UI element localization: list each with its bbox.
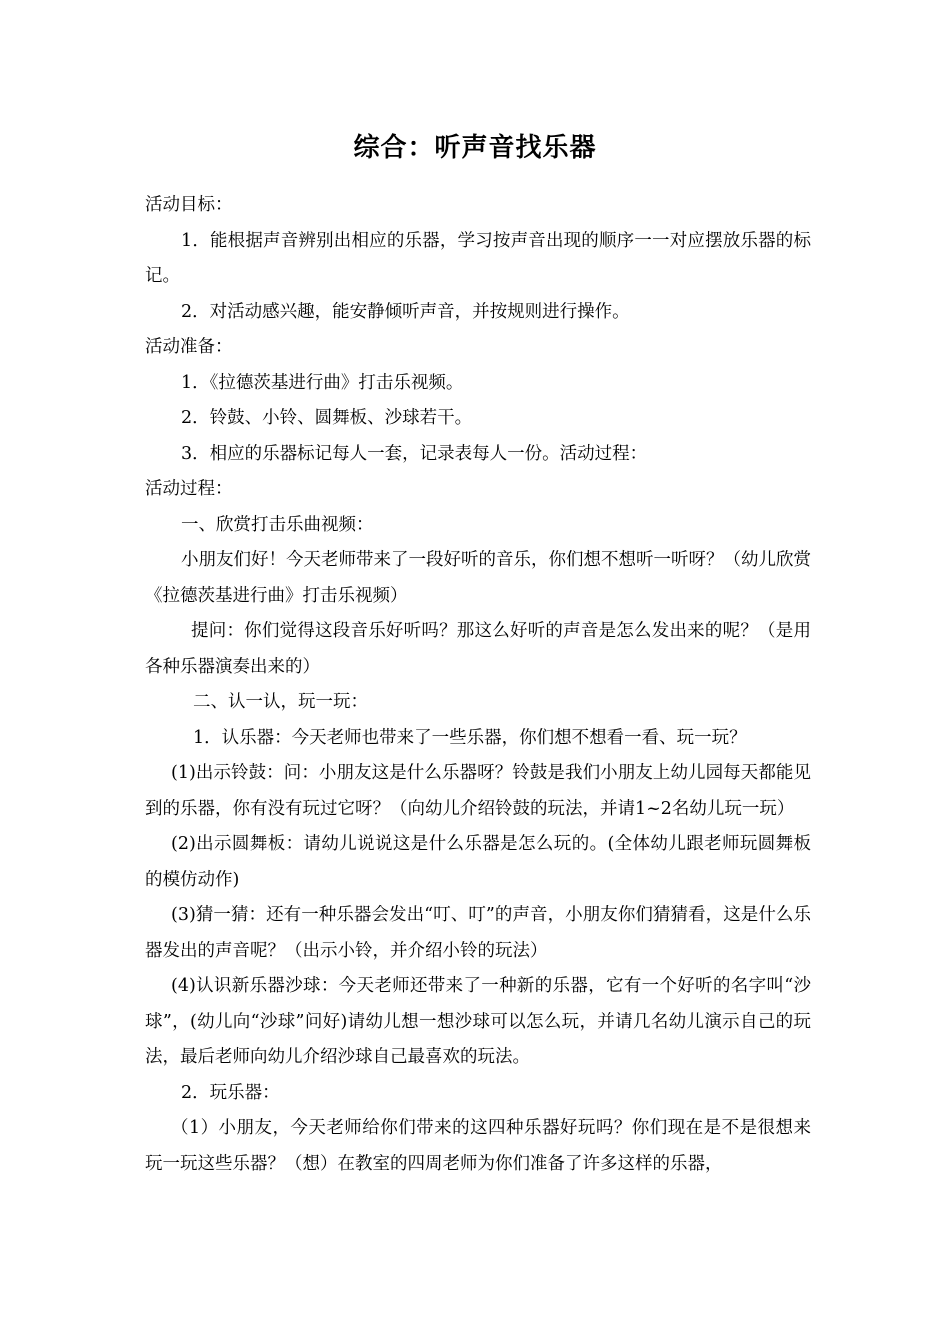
paragraph: 活动目标： bbox=[145, 195, 233, 215]
paragraph: 2．铃鼓、小铃、圆舞板、沙球若干。 bbox=[181, 408, 473, 428]
paragraph: 活动过程： bbox=[145, 479, 233, 499]
paragraph: 1．认乐器：今天老师也带来了一些乐器，你们想不想看一看、玩一玩？ bbox=[193, 727, 747, 748]
paragraph: 2．对活动感兴趣，能安静倾听声音，并按规则进行操作。 bbox=[181, 301, 630, 322]
paragraph: (4)认识新乐器沙球：今天老师还带来了一种新的乐器，它有一个好听的名字叫“沙球”，(幼儿向“沙球”问好)请幼儿想一想沙球可以怎么玩，并请几名幼儿演示自己的玩法，最后老师向幼儿介绍沙球自己最喜欢的玩法。 bbox=[145, 976, 811, 1067]
document-title: 综合：听声音找乐器 bbox=[353, 133, 597, 163]
paragraph: 一、欣赏打击乐曲视频： bbox=[181, 514, 374, 535]
paragraph: （1）小朋友，今天老师给你们带来的这四种乐器好玩吗？你们现在是不是很想来玩一玩这些乐器？（想）在教室的四周老师为你们准备了许多这样的乐器， bbox=[145, 1118, 811, 1174]
paragraph: 提问：你们觉得这段音乐好听吗？那这么好听的声音是怎么发出来的呢？（是用各种乐器演奏出来的） bbox=[145, 621, 811, 677]
paragraph: 活动准备： bbox=[145, 337, 233, 357]
paragraph: 3．相应的乐器标记每人一套，记录表每人一份。活动过程： bbox=[181, 443, 648, 464]
paragraph: 小朋友们好！今天老师带来了一段好听的音乐，你们想不想听一听呀？（幼儿欣赏《拉德茨基进行曲》打击乐视频） bbox=[145, 550, 811, 606]
paragraph: 1．能根据声音辨别出相应的乐器，学习按声音出现的顺序一一对应摆放乐器的标记。 bbox=[145, 230, 811, 286]
paragraph: (2)出示圆舞板：请幼儿说说这是什么乐器是怎么玩的。(全体幼儿跟老师玩圆舞板的模仿动作) bbox=[145, 834, 811, 890]
paragraph: (3)猜一猜：还有一种乐器会发出“叮、叮”的声音，小朋友你们猜猜看，这是什么乐器发出的声音呢？（出示小铃，并介绍小铃的玩法） bbox=[145, 905, 811, 961]
paragraph: 1．《拉德茨基进行曲》打击乐视频。 bbox=[181, 372, 464, 393]
document-body bbox=[145, 188, 811, 1182]
paragraph: 2．玩乐器： bbox=[181, 1082, 280, 1103]
paragraph: 二、认一认，玩一玩： bbox=[193, 692, 368, 712]
paragraph: (1)出示铃鼓：问：小朋友这是什么乐器呀？铃鼓是我们小朋友上幼儿园每天都能见到的乐器，你有没有玩过它呀？（向幼儿介绍铃鼓的玩法，并请1~2名幼儿玩一玩） bbox=[145, 763, 811, 819]
